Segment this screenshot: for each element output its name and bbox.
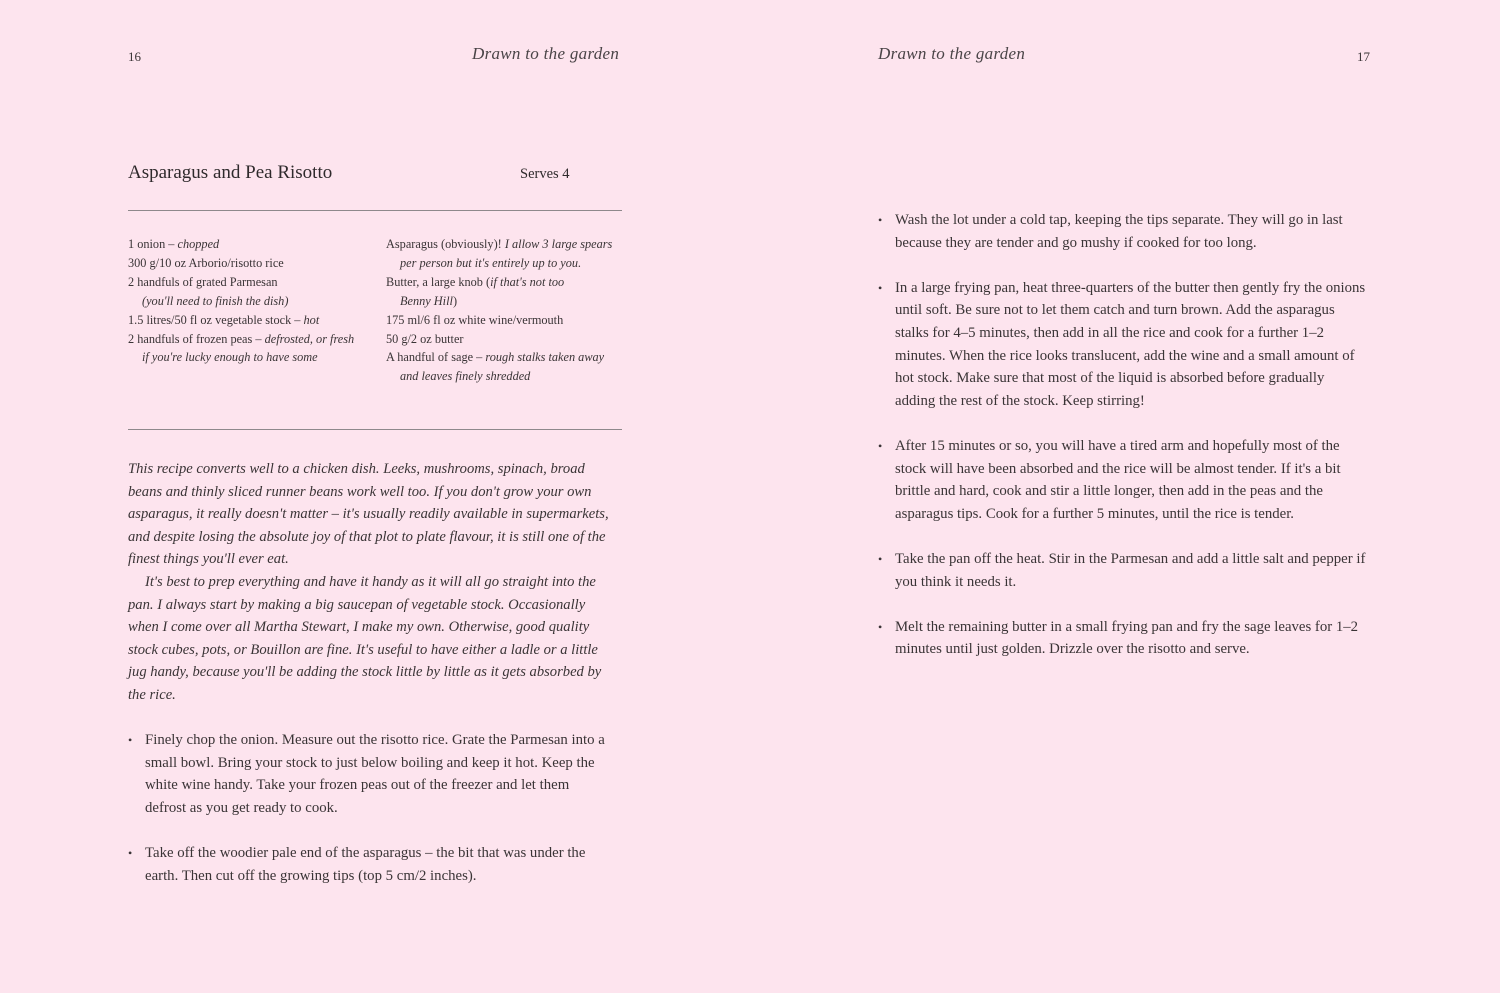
method-step: • Finely chop the onion. Measure out the risotto rice. Grate the Parmesan into a small bowl. Bring your stock to just below boiling and keep it hot. Keep the white wine handy. Take your frozen peas out of the freezer and let them defrost as you get ready to cook. (128, 729, 608, 819)
intro-paragraph: This recipe converts well to a chicken dish. Leeks, mushrooms, spinach, broad beans and thinly sliced runner beans work well too. If you don't grow your own asparagus, it really doesn't matter – it's usually readily available in supermarkets, and despite losing the absolute joy of that plot to plate flavour, it is still one of the finest things you'll ever eat. (128, 461, 609, 568)
method-step: • In a large frying pan, heat three-quarters of the butter then gently fry the onions until soft. Be sure not to let them catch and turn brown. Add the asparagus stalks for 4–5 minutes, then add in all the rice and cook for a further 1–2 minutes. When the rice looks translucent, add the wine and a small amount of hot stock. Make sure that most of the liquid is absorbed before gradually adding the rest of the stock. Keep stirring! (878, 277, 1368, 413)
method-steps-right (878, 209, 1368, 683)
ingredient-item: 300 g/10 oz Arborio/risotto rice (128, 255, 284, 270)
method-step: • Take off the woodier pale end of the asparagus – the bit that was under the earth. Then cut off the growing tips (top 5 cm/2 inches). (128, 842, 608, 887)
ingredient-item: 50 g/2 oz butter (386, 331, 464, 346)
serves-count: Serves 4 (520, 166, 570, 182)
bullet-icon: • (878, 438, 883, 453)
bullet-icon: • (128, 845, 133, 860)
bullet-icon: • (878, 280, 883, 295)
bullet-icon: • (878, 619, 883, 634)
ingredients-column-1 (128, 235, 378, 367)
recipe-title: Asparagus and Pea Risotto (128, 162, 333, 183)
ingredient-item: Asparagus (obviously)! I allow 3 large spears per person but it's entirely up to you. (386, 237, 613, 270)
intro-paragraph: It's best to prep everything and have it handy as it will all go straight into the pan. I always start by making a big saucepan of vegetable stock. Occasionally when I come over all Martha Stewart, I make my own. Otherwise, good quality stock cubes, pots, or Bouillon are fine. It's useful to have either a ladle or a little jug handy, because you'll be adding the stock little by little as it gets absorbed by the rice. (128, 573, 602, 703)
ingredient-item: 1.5 litres/50 fl oz vegetable stock – hot (128, 312, 320, 327)
bullet-icon: • (128, 733, 133, 747)
ingredient-item: 2 handfuls of grated Parmesan (you'll need to finish the dish) (128, 274, 289, 308)
ingredient-item: 2 handfuls of frozen peas – defrosted, or fresh if you're lucky enough to have some (128, 331, 355, 365)
page-number-right: 17 (1357, 49, 1370, 64)
recipe-introduction (128, 458, 614, 707)
bullet-icon: • (878, 213, 883, 227)
ingredients-column-2 (386, 235, 626, 386)
top-divider (128, 210, 622, 211)
page-number-left: 16 (128, 49, 141, 64)
ingredient-item: 1 onion – chopped (128, 237, 220, 251)
method-step: • Wash the lot under a cold tap, keeping the tips separate. They will go in last because they are tender and go mushy if cooked for too long. (878, 209, 1368, 254)
method-step: • Melt the remaining butter in a small frying pan and fry the sage leaves for 1–2 minutes until just golden. Drizzle over the risotto and serve. (878, 616, 1368, 661)
running-head-right: Drawn to the garden (878, 44, 1026, 63)
ingredient-item: 175 ml/6 fl oz white wine/vermouth (386, 312, 564, 327)
ingredient-item: A handful of sage – rough stalks taken away and leaves finely shredded (386, 350, 605, 384)
method-step: • After 15 minutes or so, you will have a tired arm and hopefully most of the stock will have been absorbed and the rice will be almost tender. If it's a bit brittle and hard, cook and stir a little longer, then add in the peas and the asparagus tips. Cook for a further 5 minutes, until the rice is tender. (878, 435, 1368, 525)
ingredient-item: Butter, a large knob (if that's not too Benny Hill) (386, 274, 565, 308)
bullet-icon: • (878, 551, 883, 566)
method-steps-left (128, 729, 608, 910)
bottom-divider (128, 429, 622, 430)
method-step: • Take the pan off the heat. Stir in the Parmesan and add a little salt and pepper if you think it needs it. (878, 548, 1368, 593)
running-head-left: Drawn to the garden (472, 44, 620, 63)
